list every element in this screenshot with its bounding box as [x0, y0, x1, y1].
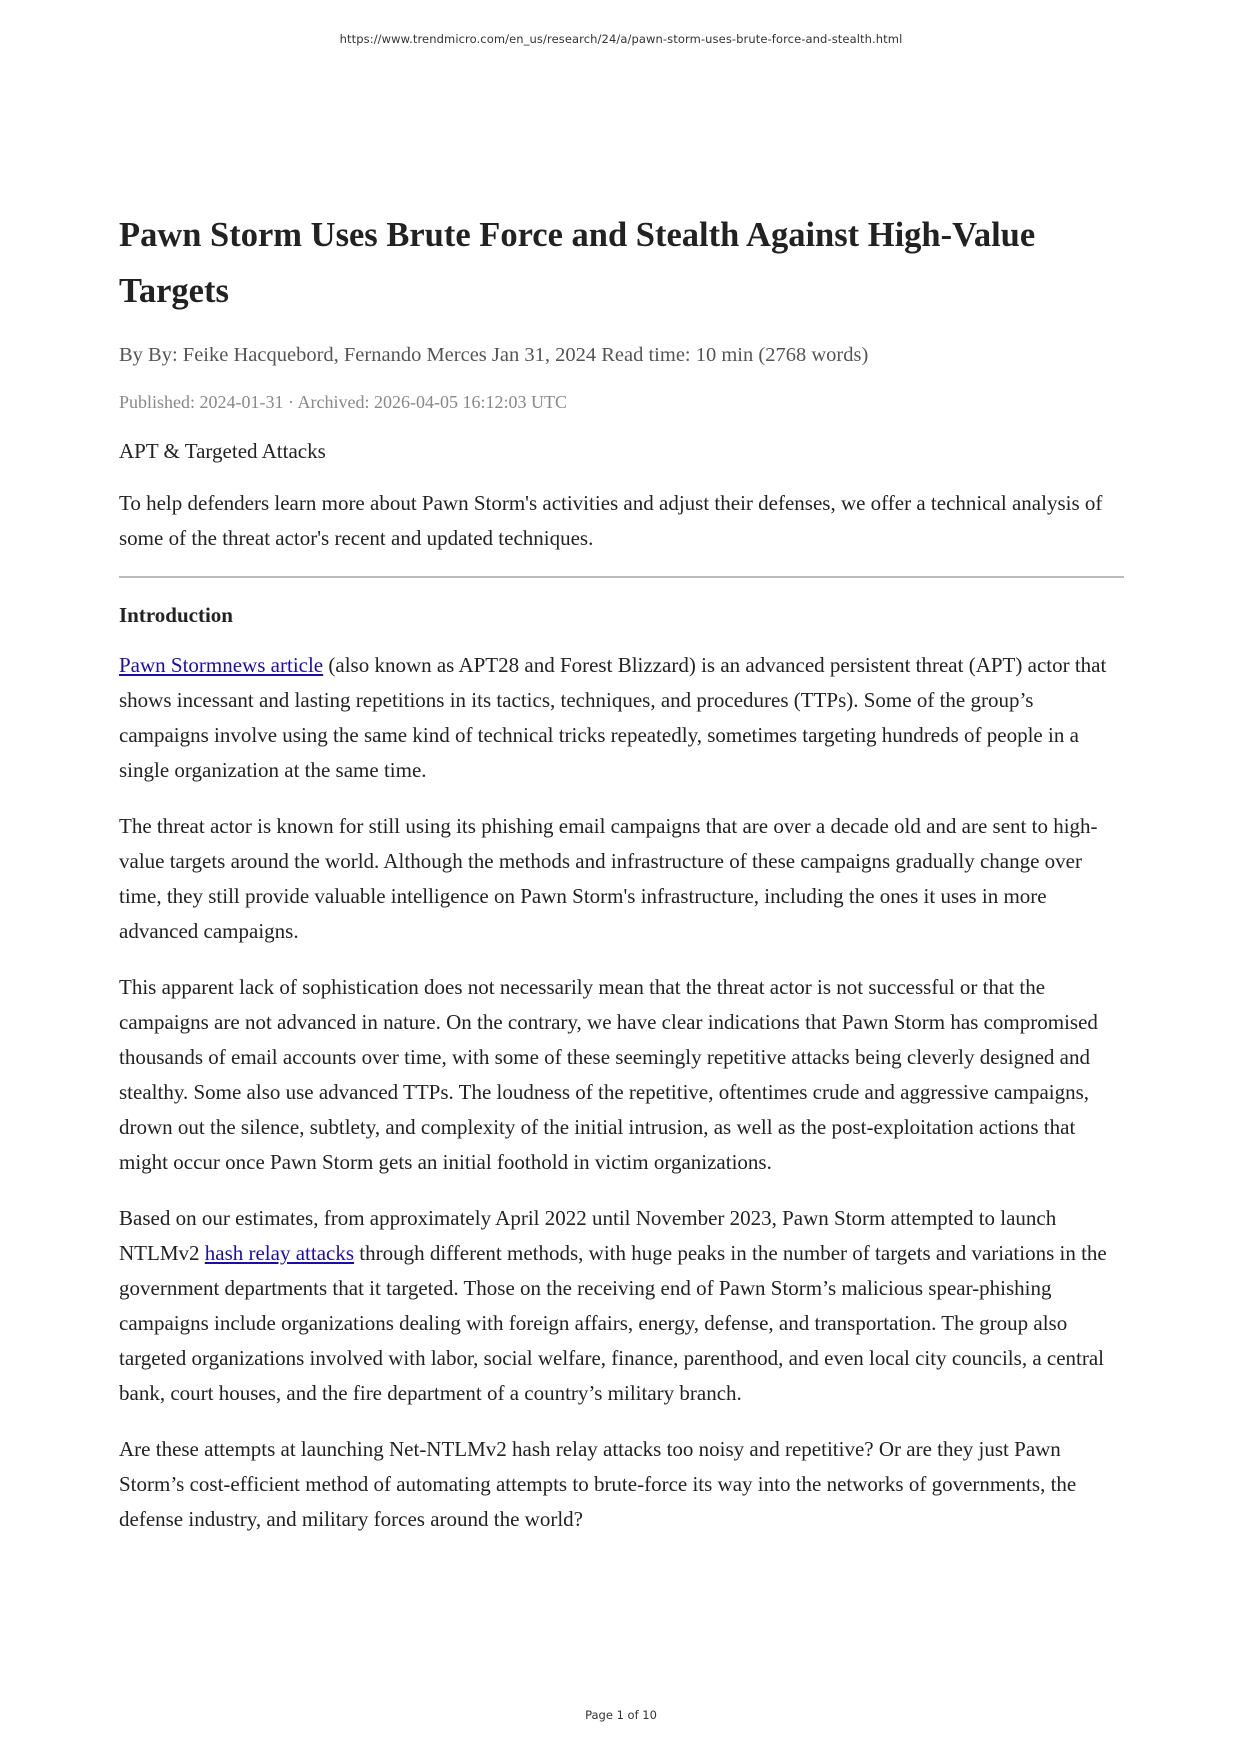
paragraph-3: This apparent lack of sophistication does not necessarily mean that the threat actor is not successful or that the campaigns are not advanced in nature. On the contrary, we have clear indications that Pawn Storm has compromised thousands of email accounts over time, with some of these seemingly repetitive attacks being cleverly designed and stealthy. Some also use advanced TTPs. The loudness of the repetitive, oftentimes crude and aggressive campaigns, drown out the silence, subtlety, and complexity of the initial intrusion, as well as the post-exploitation actions that might occur once Pawn Storm gets an initial foothold in victim organizations.: [119, 975, 1098, 1174]
published-separator: ·: [288, 392, 294, 412]
byline-read-time: Read time: 10 min (2768 words): [601, 344, 869, 366]
paragraph-2: The threat actor is known for still using its phishing email campaigns that are over a decade old and are sent to high-value targets around the world. Although the methods and infrastructure of these campaigns gradually change over time, they still provide valuable intelligence on Pawn Storm's infrastructure, including the ones it uses in more advanced campaigns.: [119, 814, 1098, 943]
section-divider: [119, 576, 1124, 578]
paragraph-1-text: (also known as APT28 and Forest Blizzard) is an advanced persistent threat (APT) actor that shows incessant and lasting repetitions in its tactics, techniques, and procedures (TTPs). Some of the group’s campaigns involve using the same kind of technical tricks repeatedly, sometimes targeting hundreds of people in a single organization at the same time.: [119, 653, 1107, 782]
section-heading-introduction: Introduction: [119, 603, 233, 627]
byline: [119, 341, 1124, 369]
byline-date: Jan 31, 2024: [491, 344, 597, 366]
article-title: Pawn Storm Uses Brute Force and Stealth Against High-Value Targets: [119, 216, 1036, 310]
paragraph-4: [119, 1201, 1124, 1411]
publication-info: [119, 390, 1124, 414]
article-category: APT & Targeted Attacks: [119, 439, 326, 463]
archived-date: Archived: 2026-04-05 16:12:03 UTC: [297, 392, 567, 412]
paragraph-1: [119, 648, 1124, 788]
paragraph-5: Are these attempts at launching Net-NTLMv2 hash relay attacks too noisy and repetitive? Or are they just Pawn Storm’s cost-efficient method of automating attempts to brute-force its way into the networks of governments, the defense industry, and military forces around the world?: [119, 1437, 1077, 1531]
pawn-storm-news-article-link[interactable]: Pawn Stormnews article: [119, 653, 324, 677]
article: [119, 207, 1124, 1537]
byline-authors: By By: Feike Hacquebord, Fernando Merces: [119, 344, 487, 366]
hash-relay-attacks-link[interactable]: hash relay attacks: [204, 1241, 355, 1265]
published-date: Published: 2024-01-31: [119, 392, 284, 412]
page-number: Page 1 of 10: [585, 1708, 657, 1722]
paragraph-4-text-before: Based on our estimates, from approximately April 2022 until November 2023, Pawn Storm attempted to launch NTLMv2: [119, 1206, 1057, 1265]
paragraph-4-text-after: through different methods, with huge peaks in the number of targets and variations in the government departments that it targeted. Those on the receiving end of Pawn Storm’s malicious spear-phishing campaigns include organizations dealing with foreign affairs, energy, defense, and transportation. The group also targeted organizations involved with labor, social welfare, finance, parenthood, and even local city councils, a central bank, court houses, and the fire department of a country’s military branch.: [119, 1241, 1107, 1405]
source-url: https://www.trendmicro.com/en_us/research/24/a/pawn-storm-uses-brute-force-and-stealth.html: [339, 32, 903, 46]
article-summary: To help defenders learn more about Pawn Storm's activities and adjust their defenses, we offer a technical analysis of some of the threat actor's recent and updated techniques.: [119, 491, 1103, 550]
